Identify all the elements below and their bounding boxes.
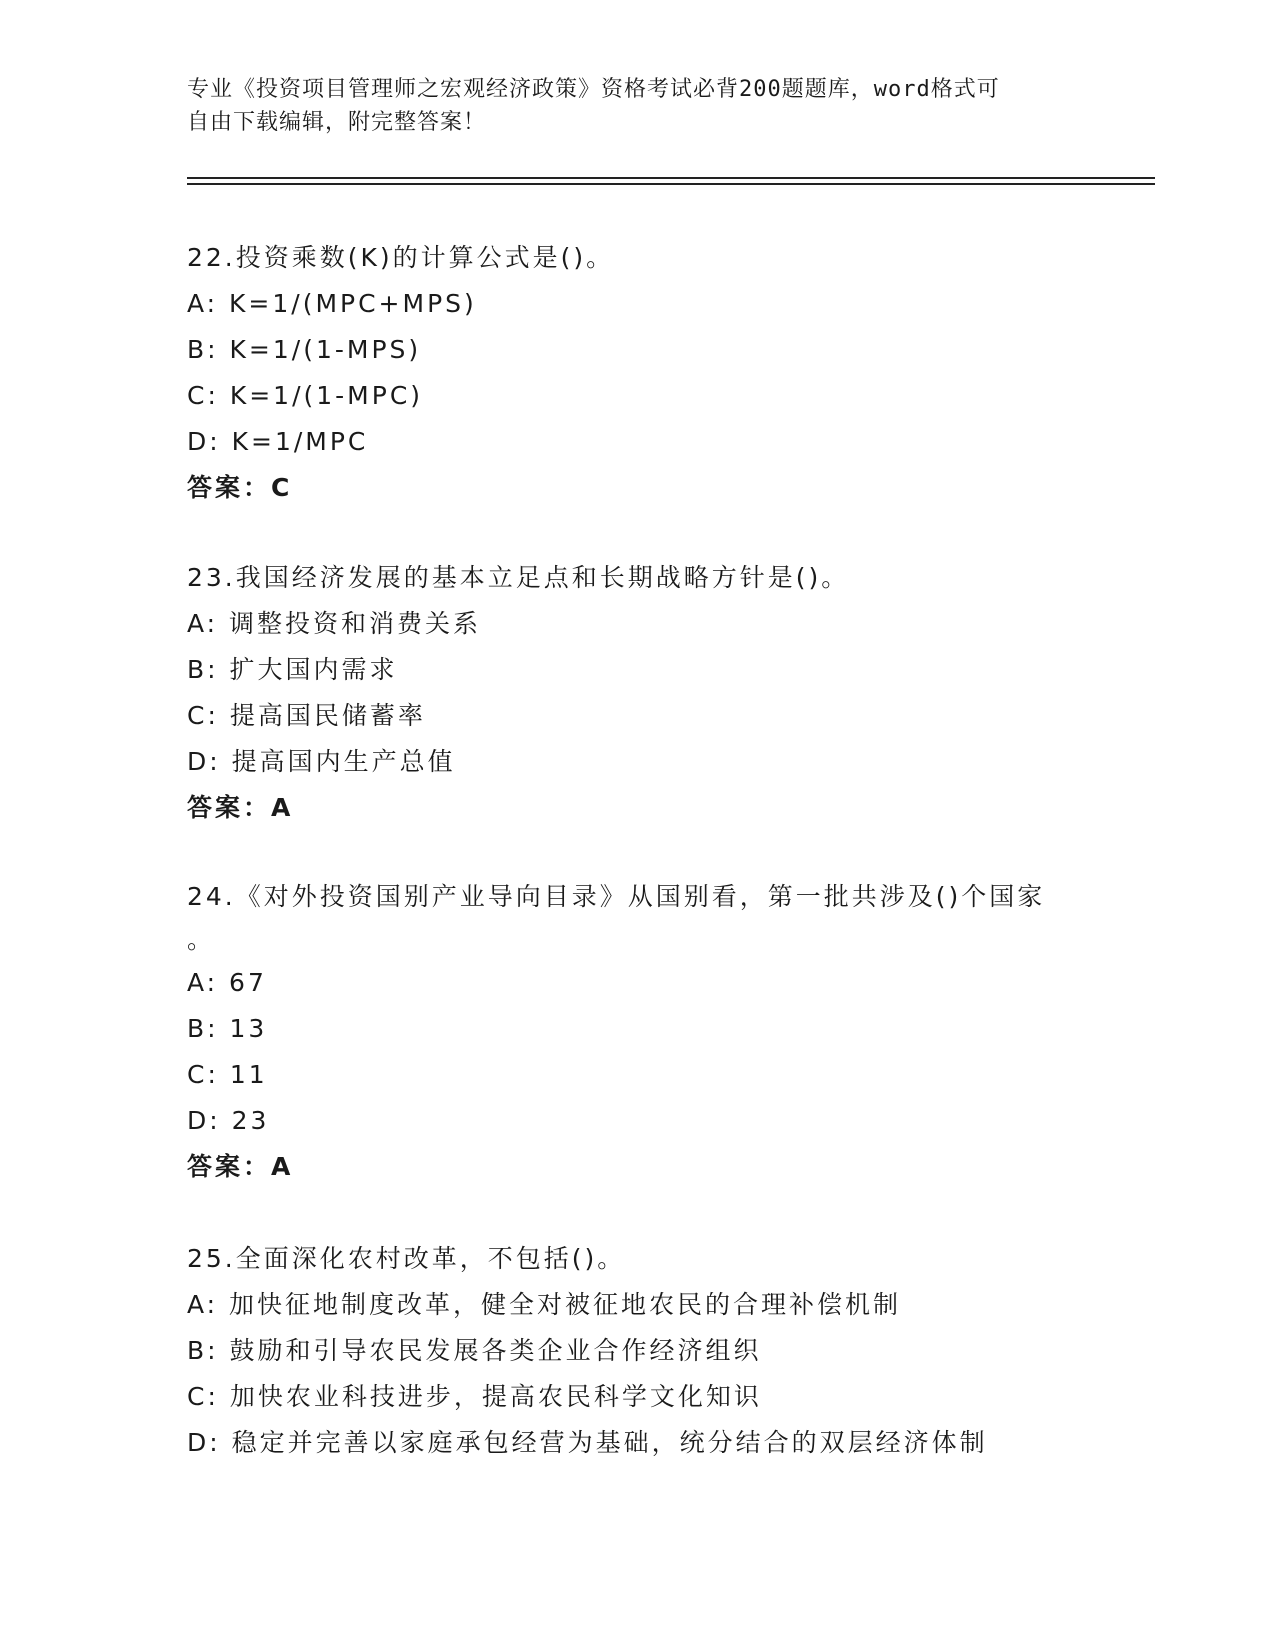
option-c: C: 提高国民储蓄率 xyxy=(187,701,426,730)
option-d: D: K=1/MPC xyxy=(187,427,369,456)
option-b: B: 鼓励和引导农民发展各类企业合作经济组织 xyxy=(187,1336,762,1365)
question-stem: 25.全面深化农村改革，不包括()。 xyxy=(187,1244,626,1273)
option-a: A: 调整投资和消费关系 xyxy=(187,609,482,638)
option-d: D: 提高国内生产总值 xyxy=(187,747,456,776)
option-c: C: 11 xyxy=(187,1060,268,1089)
option-a: A: 67 xyxy=(187,968,267,997)
option-b: B: 扩大国内需求 xyxy=(187,655,398,684)
question-22 xyxy=(187,235,1087,511)
question-stem: 23.我国经济发展的基本立足点和长期战略方针是()。 xyxy=(187,563,850,592)
answer: 答案：A xyxy=(187,793,294,822)
question-23 xyxy=(187,555,1087,831)
option-c: C: 加快农业科技进步，提高农民科学文化知识 xyxy=(187,1382,762,1411)
option-b: B: 13 xyxy=(187,1014,268,1043)
header-rule-bottom xyxy=(187,183,1155,185)
option-b: B: K=1/(1-MPS) xyxy=(187,335,422,364)
question-stem: 24.《对外投资国别产业导向目录》从国别看，第一批共涉及()个国家 xyxy=(187,882,1046,911)
question-stem: 22.投资乘数(K)的计算公式是()。 xyxy=(187,243,615,272)
header-line-2: 自由下载编辑，附完整答案！ xyxy=(187,110,487,135)
option-a: A: K=1/(MPC+MPS) xyxy=(187,289,477,318)
option-c: C: K=1/(1-MPC) xyxy=(187,381,424,410)
document-header xyxy=(187,73,1087,139)
answer: 答案：C xyxy=(187,473,293,502)
question-25 xyxy=(187,1236,1087,1466)
question-stem-continuation: 。 xyxy=(187,925,216,954)
header-rule-top xyxy=(187,177,1155,179)
question-24 xyxy=(187,874,1087,1190)
option-a: A: 加快征地制度改革，健全对被征地农民的合理补偿机制 xyxy=(187,1290,902,1319)
answer: 答案：A xyxy=(187,1152,294,1181)
option-d: D: 稳定并完善以家庭承包经营为基础，统分结合的双层经济体制 xyxy=(187,1428,988,1457)
option-d: D: 23 xyxy=(187,1106,270,1135)
header-line-1: 专业《投资项目管理师之宏观经济政策》资格考试必背200题题库，word格式可 xyxy=(187,77,1000,102)
